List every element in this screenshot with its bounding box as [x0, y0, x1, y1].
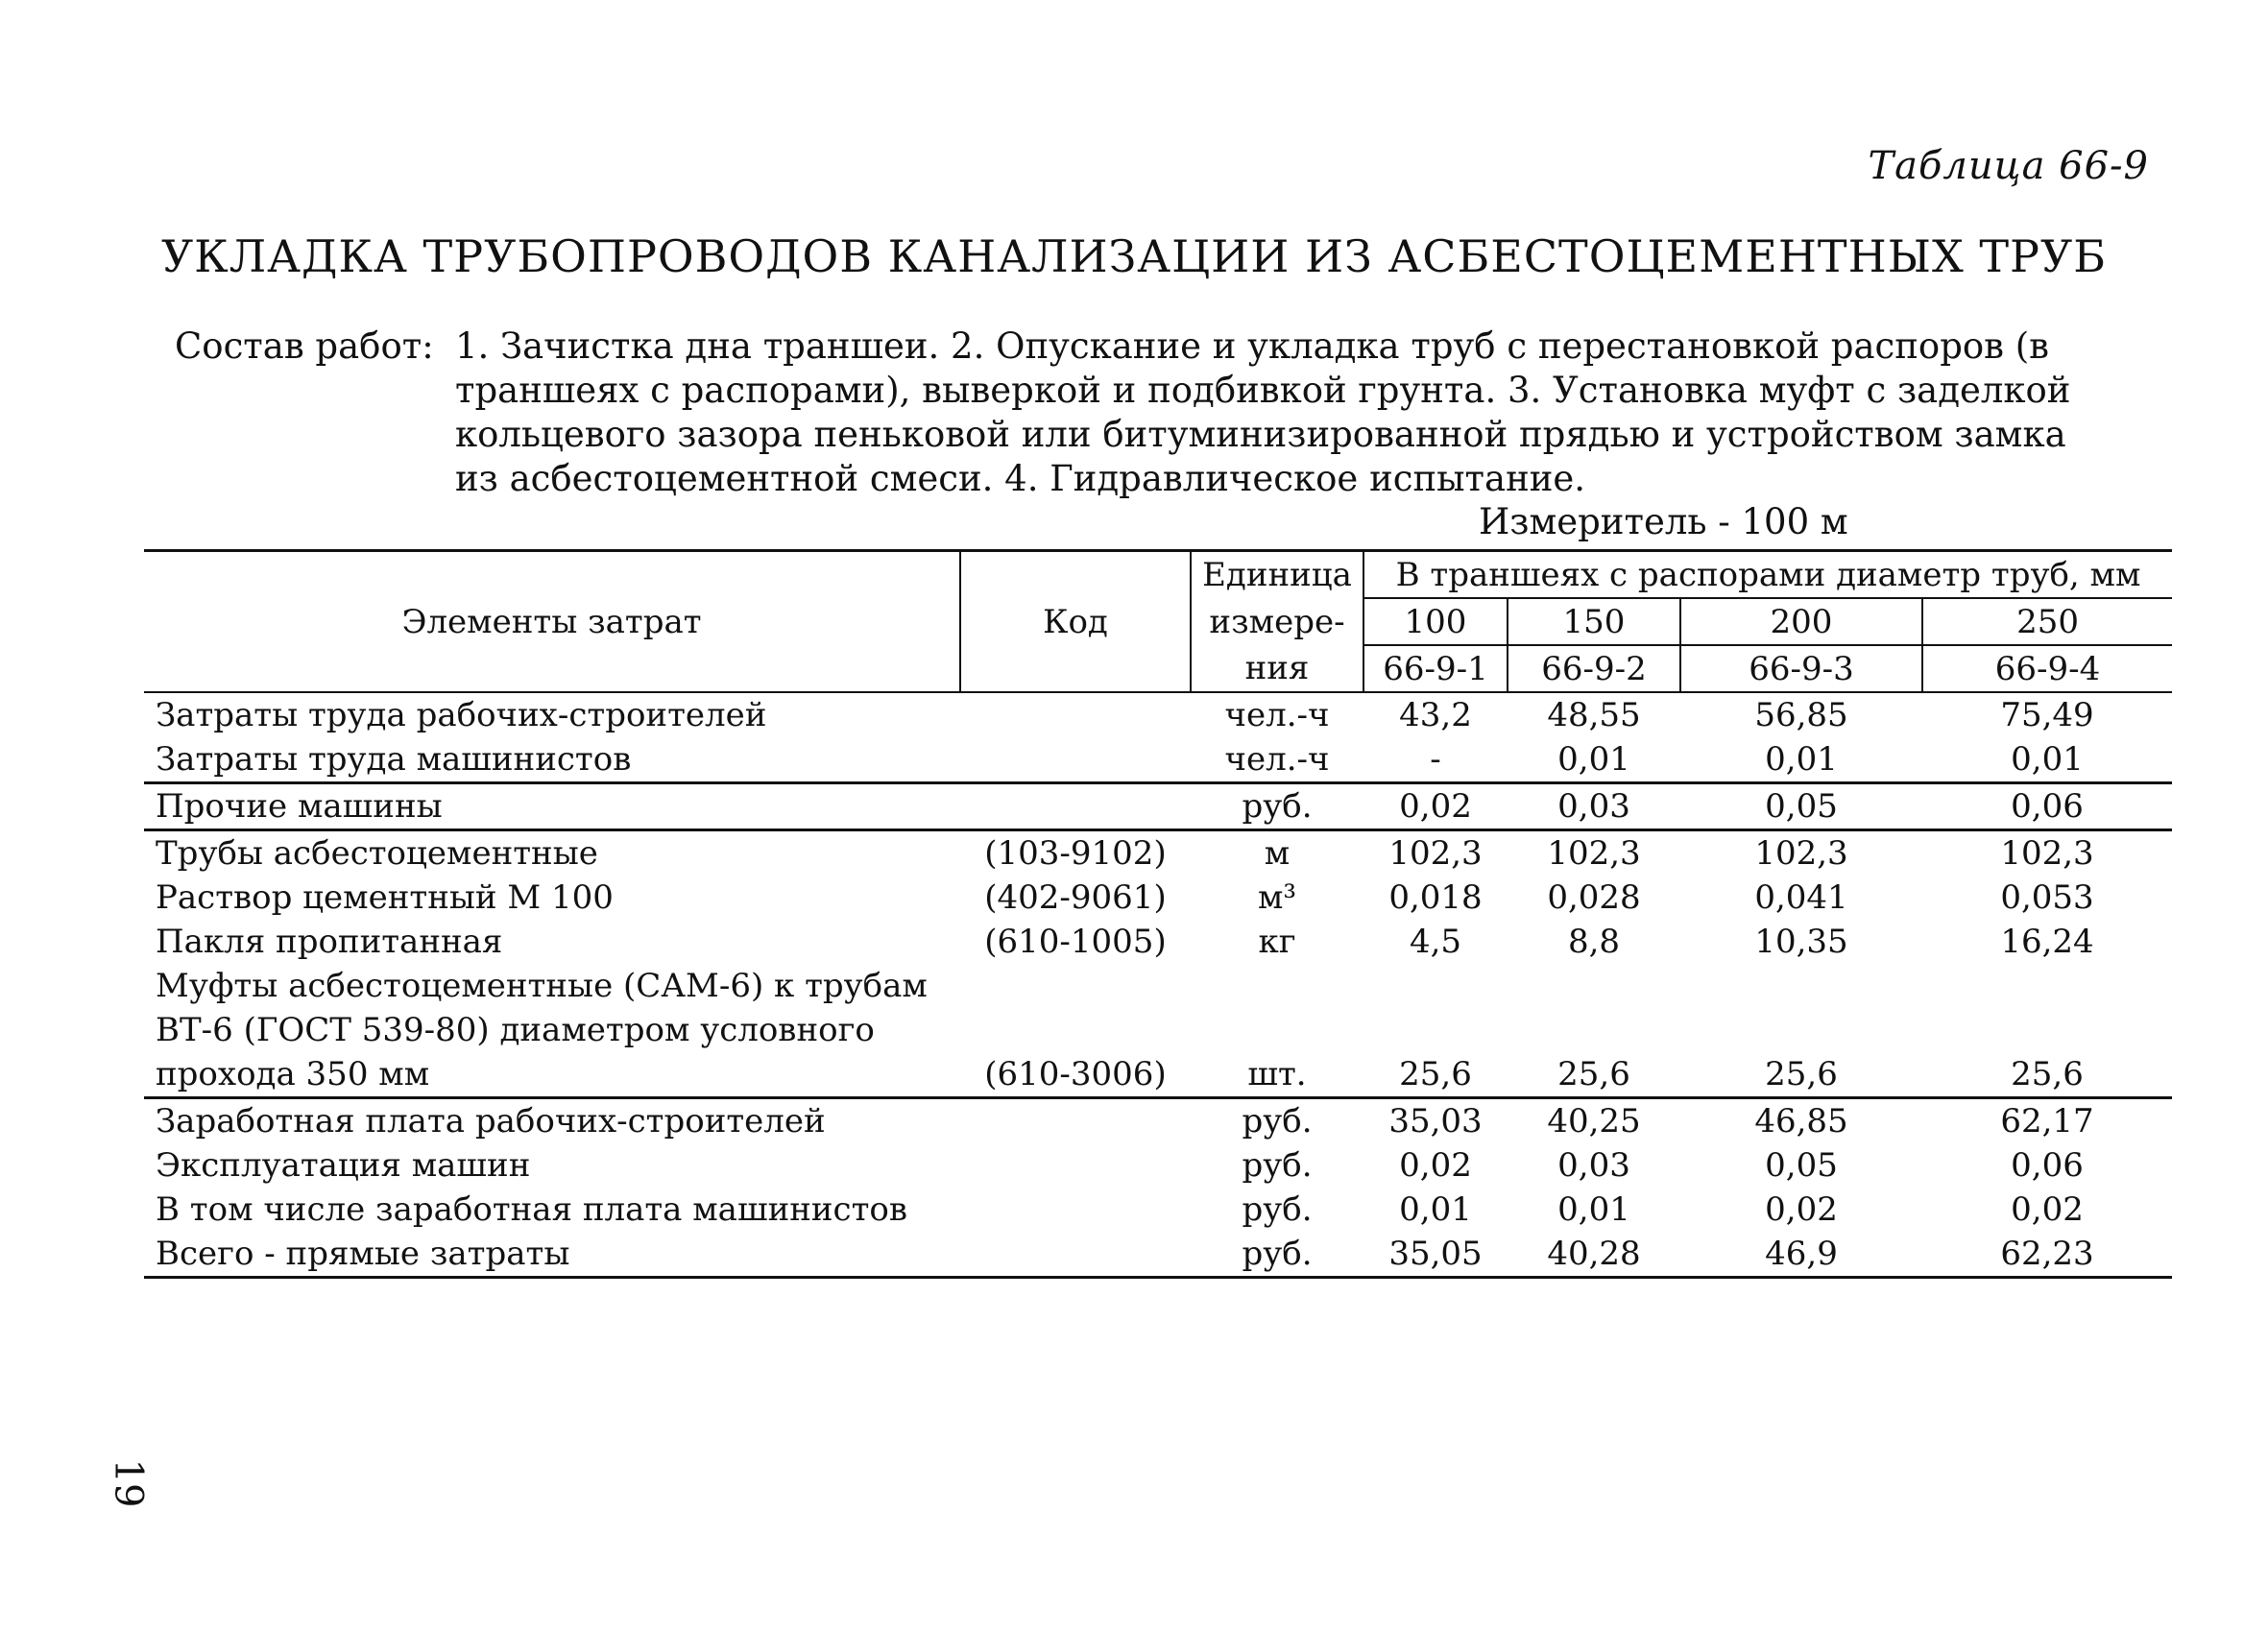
composition-text [455, 324, 2145, 501]
row-value [1922, 1008, 2172, 1052]
composition-label: Состав работ: [175, 325, 434, 367]
composition-line: траншеях с распорами), выверкой и подбивкой грунта. 3. Установка муфт с заделкой [455, 370, 2071, 411]
table-row [144, 692, 2172, 737]
row-value: 0,053 [2000, 878, 2094, 917]
row-name: Затраты труда машинистов [156, 740, 632, 779]
row-code: (103-9102) [960, 830, 1191, 877]
row-value: 40,25 [1508, 1098, 1680, 1144]
row-value: 46,9 [1680, 1232, 1922, 1278]
row-code [960, 737, 1191, 783]
table-row [144, 964, 2172, 1008]
row-value [1508, 1008, 1680, 1052]
row-unit: руб. [1242, 1190, 1313, 1229]
table-row [144, 1188, 2172, 1232]
row-value: 0,02 [2011, 1190, 2084, 1229]
row-unit: чел.-ч [1224, 696, 1330, 734]
header-elements: Элементы затрат [144, 551, 960, 693]
row-name: Эксплуатация машин [156, 1146, 531, 1185]
row-value: 48,55 [1547, 696, 1641, 734]
composition-line: из асбестоцементной смеси. 4. Гидравлическое испытание. [455, 458, 1586, 499]
row-value: 8,8 [1567, 923, 1621, 961]
row-name: В том числе заработная плата машинистов [156, 1190, 908, 1229]
composition-line: 1. Зачистка дна траншеи. 2. Опускание и укладка труб с перестановкой распоров (в [455, 325, 2050, 367]
table-row [144, 1143, 2172, 1188]
row-unit: кг [1258, 923, 1296, 961]
row-value: 0,05 [1680, 783, 1922, 830]
row-code: (610-1005) [984, 923, 1167, 961]
header-unit-3: ния [1191, 645, 1363, 692]
header-diameter: 200 [1680, 598, 1922, 645]
table-body [144, 692, 2172, 1278]
row-unit [1191, 1008, 1363, 1052]
row-value: 0,028 [1547, 878, 1641, 917]
row-code [960, 964, 1191, 1008]
row-code [960, 1232, 1191, 1278]
row-code: (402-9061) [984, 878, 1167, 917]
row-unit: чел.-ч [1224, 740, 1330, 779]
norms-table [144, 549, 2172, 1279]
row-value: 16,24 [2000, 923, 2094, 961]
row-value: 43,2 [1399, 696, 1472, 734]
row-value [1680, 1008, 1922, 1052]
row-unit: руб. [1191, 1232, 1363, 1278]
row-value: 62,17 [1922, 1098, 2172, 1144]
table-row [144, 783, 2172, 830]
row-value: 102,3 [1680, 830, 1922, 877]
header-norm-code: 66-9-1 [1363, 645, 1508, 692]
row-unit: руб. [1191, 783, 1363, 830]
row-name: Трубы асбестоцементные [144, 830, 960, 877]
header-group: В траншеях с распорами диаметр труб, мм [1363, 551, 2172, 599]
measure-unit: Измеритель - 100 м [1479, 501, 1848, 542]
row-value [1363, 1008, 1508, 1052]
table-number: Таблица 66-9 [1868, 144, 2149, 188]
row-value: 0,03 [1508, 783, 1680, 830]
header-diameter: 100 [1363, 598, 1508, 645]
row-value: 35,03 [1363, 1098, 1508, 1144]
table-row [144, 737, 2172, 783]
table-row [144, 1098, 2172, 1144]
row-value: 0,06 [1922, 783, 2172, 830]
row-value: 102,3 [1922, 830, 2172, 877]
composition-line: кольцевого зазора пеньковой или битуминизированной прядью и устройством замка [455, 414, 2066, 455]
row-value [1363, 964, 1508, 1008]
row-value: 10,35 [1754, 923, 1848, 961]
header-norm-code: 66-9-3 [1680, 645, 1922, 692]
row-value: 102,3 [1508, 830, 1680, 877]
row-value: 25,6 [1399, 1055, 1472, 1093]
row-name: Всего - прямые затраты [144, 1232, 960, 1278]
row-value: 0,01 [1765, 740, 1838, 779]
row-value: 0,01 [1557, 740, 1630, 779]
row-value: 35,05 [1363, 1232, 1508, 1278]
row-value: 0,01 [1399, 1190, 1472, 1229]
row-value: 62,23 [1922, 1232, 2172, 1278]
row-name: Заработная плата рабочих-строителей [144, 1098, 960, 1144]
row-value: 25,6 [1557, 1055, 1630, 1093]
row-value: 25,6 [1765, 1055, 1838, 1093]
row-code [960, 783, 1191, 830]
row-value: 0,05 [1765, 1146, 1838, 1185]
row-value: 0,06 [2011, 1146, 2084, 1185]
header-diameter: 150 [1508, 598, 1680, 645]
table-row [144, 830, 2172, 877]
row-value [1508, 964, 1680, 1008]
row-name: Затраты труда рабочих-строителей [156, 696, 767, 734]
row-name: Муфты асбестоцементные (САМ-6) к трубам [156, 967, 928, 1005]
row-value: 4,5 [1409, 923, 1462, 961]
row-unit: руб. [1191, 1098, 1363, 1144]
row-unit: м³ [1257, 878, 1297, 917]
header-code: Код [960, 551, 1191, 693]
row-code [960, 1143, 1191, 1188]
header-unit-2: измере- [1191, 598, 1363, 645]
row-code [960, 1008, 1191, 1052]
row-value: 0,03 [1557, 1146, 1630, 1185]
row-name: Раствор цементный М 100 [156, 878, 614, 917]
header-diameter: 250 [1922, 598, 2172, 645]
row-code [960, 1098, 1191, 1144]
row-value: 0,041 [1754, 878, 1848, 917]
row-value: 0,02 [1399, 1146, 1472, 1185]
row-value: 40,28 [1508, 1232, 1680, 1278]
row-value: 46,85 [1680, 1098, 1922, 1144]
row-value: 0,02 [1765, 1190, 1838, 1229]
row-value: 25,6 [2011, 1055, 2084, 1093]
row-unit: м [1191, 830, 1363, 877]
row-value: 75,49 [2000, 696, 2094, 734]
header-norm-code: 66-9-2 [1508, 645, 1680, 692]
table-row [144, 1008, 2172, 1052]
row-name: Пакля пропитанная [156, 923, 503, 961]
row-value: 0,018 [1388, 878, 1483, 917]
row-value: 0,01 [2011, 740, 2084, 779]
row-unit: шт. [1247, 1055, 1307, 1093]
row-value: - [1430, 740, 1441, 779]
table-row [144, 1052, 2172, 1098]
row-code: (610-3006) [984, 1055, 1167, 1093]
row-value: 56,85 [1754, 696, 1848, 734]
row-name: ВТ-6 (ГОСТ 539-80) диаметром условного [156, 1011, 875, 1049]
row-name: прохода 350 мм [156, 1055, 430, 1093]
header-unit-1: Единица [1191, 551, 1363, 599]
table-row [144, 876, 2172, 920]
row-value: 0,01 [1557, 1190, 1630, 1229]
row-value [1680, 964, 1922, 1008]
row-unit [1191, 964, 1363, 1008]
table-row [144, 1232, 2172, 1278]
row-value: 102,3 [1363, 830, 1508, 877]
table-row [144, 920, 2172, 964]
row-name: Прочие машины [144, 783, 960, 830]
row-code [960, 1188, 1191, 1232]
header-norm-code: 66-9-4 [1922, 645, 2172, 692]
row-unit: руб. [1242, 1146, 1313, 1185]
page-title: УКЛАДКА ТРУБОПРОВОДОВ КАНАЛИЗАЦИИ ИЗ АСБЕСТОЦЕМЕНТНЫХ ТРУБ [160, 230, 2108, 282]
row-value [1922, 964, 2172, 1008]
row-value: 0,02 [1363, 783, 1508, 830]
row-code [960, 692, 1191, 737]
page-number: 19 [106, 1458, 151, 1508]
